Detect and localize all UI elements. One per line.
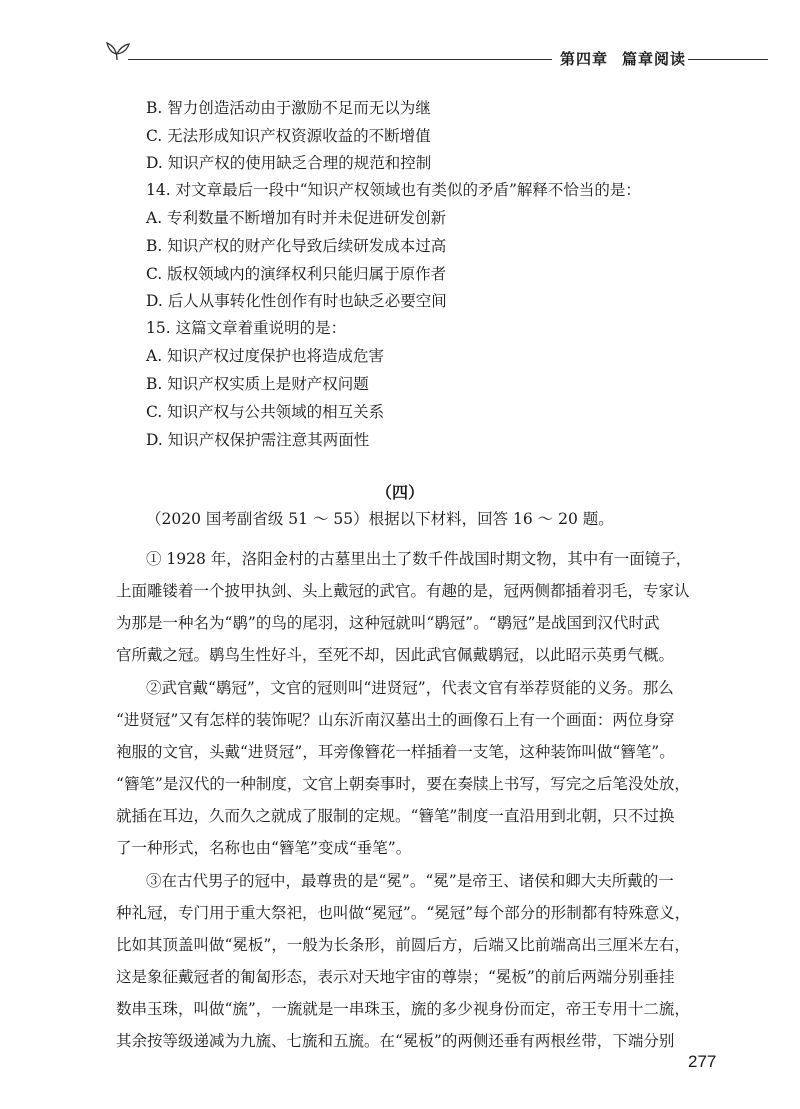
passage-p3-line: 这是象征戴冠者的匍匐形态，表示对天地宇宙的尊崇；“冕板”的前后两端分别垂挂 <box>116 968 675 986</box>
q15-option-d: D. 知识产权保护需注意其两面性 <box>146 431 370 449</box>
section-intro: （2020 国考副省级 51 ～ 55）根据以下材料，回答 16 ～ 20 题。 <box>146 510 614 528</box>
passage-p3-line: ③在古代男子的冠中，最尊贵的是“冕”。“冕”是帝王、诸侯和卿大夫所戴的一 <box>146 872 674 890</box>
q14-option-d: D. 后人从事转化性创作有时也缺乏必要空间 <box>146 292 447 310</box>
page-number: 277 <box>688 1052 717 1071</box>
q15-option-b: B. 知识产权实质上是财产权问题 <box>146 375 369 393</box>
chapter-heading <box>560 48 686 69</box>
q13-option-d: D. 知识产权的使用缺乏合理的规范和控制 <box>146 154 432 172</box>
q14-stem: 14. 对文章最后一段中“知识产权领域也有类似的矛盾”解释不恰当的是： <box>146 181 641 199</box>
passage-p3-line: 种礼冠，专门用于重大祭祀，也叫做“冕冠”。“冕冠”每个部分的形制都有特殊意义， <box>116 904 691 922</box>
header-rule-right <box>688 59 768 60</box>
page-header <box>0 0 800 80</box>
chapter-title: 篇章阅读 <box>622 50 687 68</box>
q14-option-b: B. 知识产权的财产化导致后续研发成本过高 <box>146 237 447 255</box>
passage-p3-line: 数串玉珠，叫做“旒”，一旒就是一串珠玉，旒的多少视身份而定，帝王专用十二旒， <box>116 1000 690 1018</box>
q15-option-c: C. 知识产权与公共领域的相互关系 <box>146 403 385 421</box>
header-rule-left <box>128 59 552 60</box>
passage-p2-line: ②武官戴“鹖冠”，文官的冠则叫“进贤冠”，代表文官有举荐贤能的义务。那么 <box>146 679 674 697</box>
chapter-number: 第四章 <box>560 50 609 68</box>
q13-option-b: B. 智力创造活动由于激励不足而无以为继 <box>146 99 431 117</box>
q15-stem: 15. 这篇文章着重说明的是： <box>146 319 347 337</box>
passage-p1-line: ① 1928 年，洛阳金村的古墓里出土了数千件战国时期文物，其中有一面镜子， <box>146 550 692 568</box>
q13-option-c: C. 无法形成知识产权资源收益的不断增值 <box>146 127 431 145</box>
passage-p1-line: 为那是一种名为“鹖”的鸟的尾羽，这种冠就叫“鹖冠”。“鹖冠”是战国到汉代时武 <box>116 614 660 632</box>
passage-p2-line: 了一种形式，名称也由“簪笔”变成“垂笔”。 <box>116 839 412 857</box>
passage-p2-line: “进贤冠”又有怎样的装饰呢？山东沂南汉墓出土的画像石上有一个画面：两位身穿 <box>116 711 675 729</box>
passage-p2-line: “簪笔”是汉代的一种制度，文官上朝奏事时，要在奏牍上书写，写完之后笔没处放， <box>116 775 690 793</box>
q14-option-c: C. 版权领域内的演绎权利只能归属于原作者 <box>146 265 447 283</box>
passage-p1-line: 上面雕镂着一个披甲执剑、头上戴冠的武官。有趣的是，冠两侧都插着羽毛，专家认 <box>116 582 690 600</box>
passage-p3-line: 其余按等级递减为九旒、七旒和五旒。在“冕板”的两侧还垂有两根丝带，下端分别 <box>116 1032 675 1050</box>
q15-option-a: A. 知识产权过度保护也将造成危害 <box>146 347 385 365</box>
passage-p2-line: 就插在耳边，久而久之就成了服制的定规。“簪笔”制度一直沿用到北朝，只不过换 <box>116 807 675 825</box>
leaf-icon <box>104 38 130 62</box>
section-title: （四） <box>375 483 424 502</box>
passage-p2-line: 袍服的文官，头戴“进贤冠”，耳旁像簪花一样插着一支笔，这种装饰叫做“簪笔”。 <box>116 743 675 761</box>
passage-p3-line: 比如其顶盖叫做“冕板”，一般为长条形，前圆后方，后端又比前端高出三厘米左右， <box>116 936 690 954</box>
passage-p1-line: 官所戴之冠。鹖鸟生性好斗，至死不却，因此武官佩戴鹖冠，以此昭示英勇气概。 <box>116 646 675 664</box>
q14-option-a: A. 专利数量不断增加有时并未促进研发创新 <box>146 209 447 227</box>
